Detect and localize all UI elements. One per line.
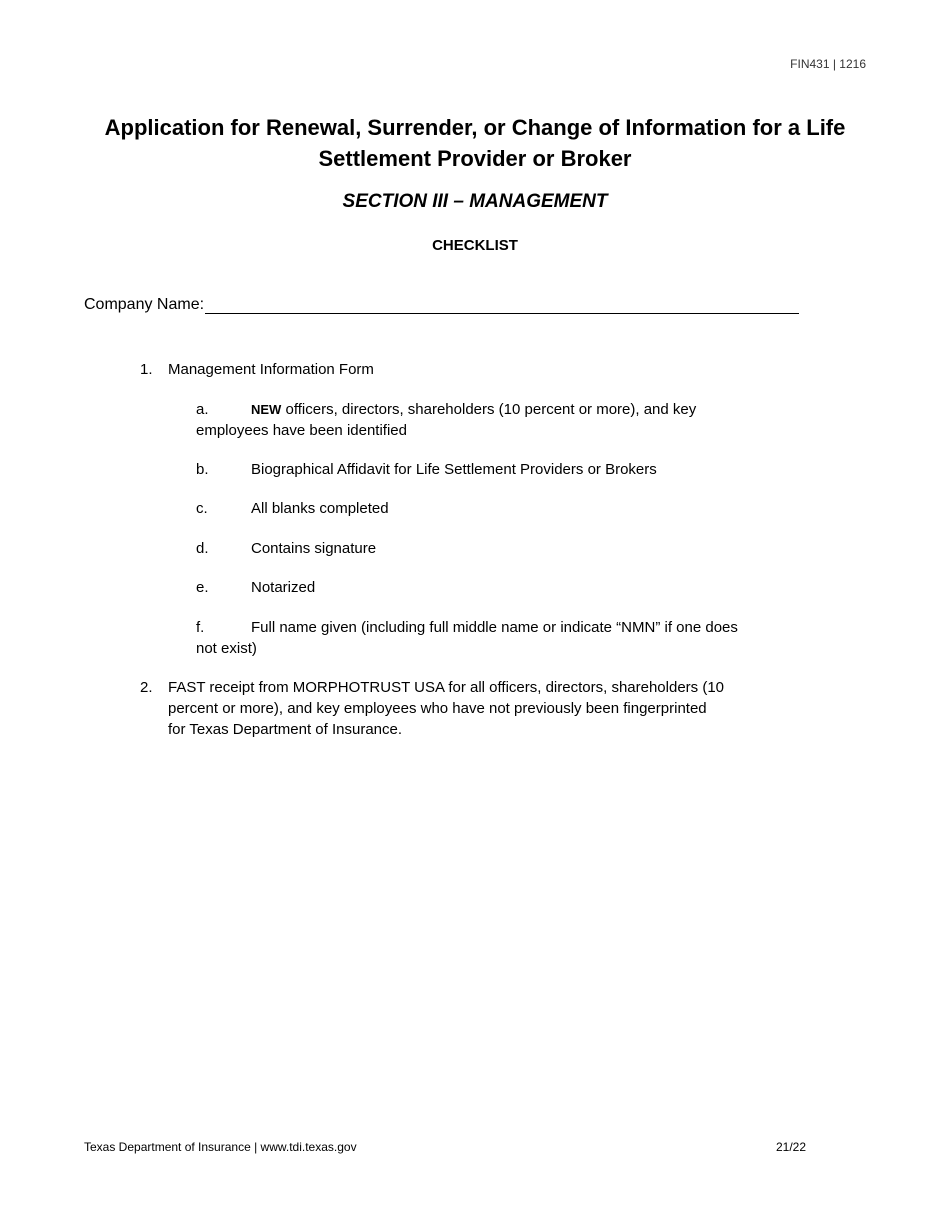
title-line-1: Application for Renewal, Surrender, or Change of Information for a Life bbox=[104, 115, 846, 140]
document-title bbox=[90, 112, 860, 174]
sub-letter: d. bbox=[196, 540, 209, 557]
item-text bbox=[168, 677, 768, 740]
checklist-sub-b bbox=[196, 459, 741, 480]
page-number: 21/22 bbox=[776, 1140, 807, 1154]
item-text: Management Information Form bbox=[168, 361, 374, 378]
new-emphasis: NEW bbox=[251, 402, 282, 417]
form-id: FIN431 | 1216 bbox=[790, 57, 866, 71]
company-name-field[interactable] bbox=[205, 296, 799, 314]
item-text-line-2: percent or more), and key employees who have not previously been fingerprinted bbox=[168, 700, 707, 717]
section-title: SECTION III – MANAGEMENT bbox=[342, 191, 608, 212]
sub-text: Notarized bbox=[251, 579, 316, 596]
sub-text: Full name given (including full middle name or indicate “NMN” if one does not exist) bbox=[196, 619, 738, 657]
checklist-sub-d bbox=[196, 538, 741, 559]
item-number: 2. bbox=[140, 679, 153, 696]
sub-text: officers, directors, shareholders (10 percent or more), and key employees have been identified bbox=[196, 401, 697, 439]
item-text-line-3: for Texas Department of Insurance. bbox=[168, 721, 403, 738]
sub-letter: c. bbox=[196, 500, 208, 517]
footer-agency: Texas Department of Insurance | www.tdi.texas.gov bbox=[84, 1140, 357, 1154]
checklist-sub-f bbox=[196, 617, 741, 659]
checklist-sub-a bbox=[196, 399, 741, 441]
item-number: 1. bbox=[140, 361, 153, 378]
checklist-sub-e bbox=[196, 577, 741, 598]
checklist-sub-c bbox=[196, 498, 741, 519]
sub-letter: e. bbox=[196, 579, 209, 596]
sub-letter: a. bbox=[196, 401, 209, 418]
title-line-2: Settlement Provider or Broker bbox=[318, 146, 632, 171]
item-text-line-1: FAST receipt from MORPHOTRUST USA for all officers, directors, shareholders (10 bbox=[168, 679, 725, 696]
sub-letter: b. bbox=[196, 461, 209, 478]
sub-text: Biographical Affidavit for Life Settlement Providers or Brokers bbox=[251, 461, 657, 478]
checklist-title: CHECKLIST bbox=[432, 237, 518, 254]
sub-text: Contains signature bbox=[251, 540, 377, 557]
company-name-label: Company Name: bbox=[84, 296, 205, 313]
sub-letter: f. bbox=[196, 619, 205, 636]
company-name-row bbox=[84, 296, 799, 314]
sub-text: All blanks completed bbox=[251, 500, 389, 517]
